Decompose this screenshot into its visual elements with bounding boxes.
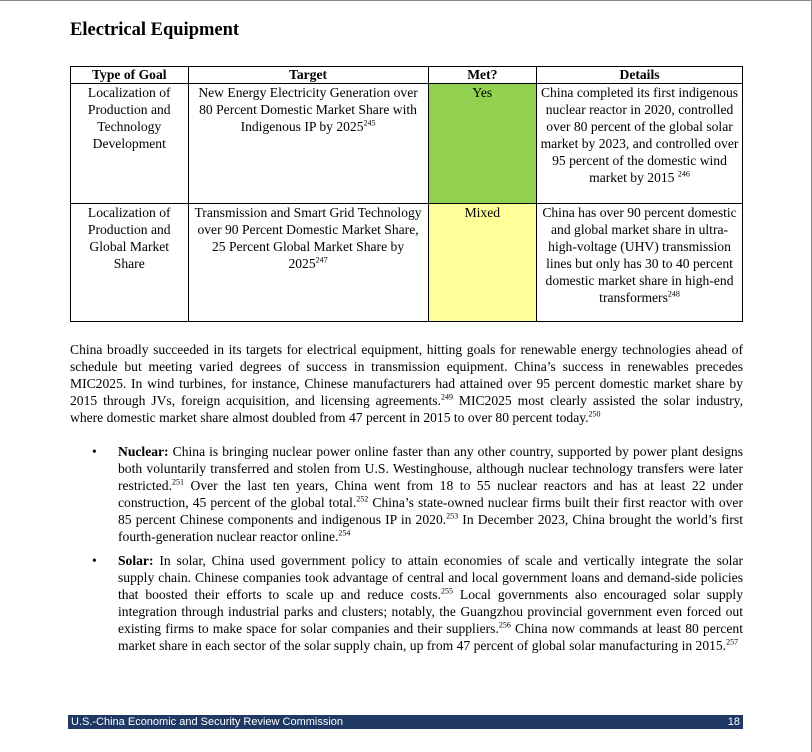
footnote-ref: 246 [677, 169, 690, 179]
bullet-text: China’s state-owned nuclear firms built their first reactor with over 85 percent Chinese components and indigenous IP in 2020. [118, 495, 743, 527]
goals-table [70, 66, 743, 322]
table-row [71, 204, 743, 322]
bullet-text: Over the last ten years, China went from 18 to 55 nuclear reactors and has at least 22 under construction, 45 percent of the global total. [118, 478, 743, 510]
footnote-ref: 252 [356, 494, 369, 504]
bullet-text: China now commands at least 80 percent market share in each sector of the solar supply chain, up from 47 percent of global solar manufacturing in 2015. [118, 621, 743, 653]
paragraph-text: China broadly succeeded in its targets for electrical equipment, hitting goals for renewable energy technologies ahead of schedule but meeting varied degrees of success in transmission equipment. China’s success in renewables precedes MIC2025. In wind turbines, for instance, Chinese manufacturers had attained over 95 percent domestic market share by 2015 through JVs, foreign acquisition, and licensing agreements. [70, 342, 743, 408]
bullet-text: In December 2023, China brought the world’s first fourth-generation nuclear reactor online. [118, 512, 743, 544]
footnote-ref: 251 [171, 477, 184, 487]
table-row [71, 84, 743, 204]
header-details: Details [537, 67, 743, 84]
bullet-text: China is bringing nuclear power online faster than any other country, supported by power plant designs both voluntarily transferred and stolen from U.S. Westinghouse, although nuclear technology transfers were later restricted. [118, 444, 743, 493]
cell-type: Localization of Production and Global Market Share [71, 204, 189, 322]
top-rule [0, 0, 812, 1]
bullet-dot-icon: • [92, 553, 97, 568]
cell-met-status: Yes [428, 84, 536, 204]
cell-target [188, 204, 428, 322]
header-target: Target [188, 67, 428, 84]
cell-details [537, 84, 743, 204]
table-header-row [71, 67, 743, 84]
footnote-ref: 254 [338, 528, 351, 538]
cell-met-status: Mixed [428, 204, 536, 322]
bullet-solar [92, 552, 743, 654]
footnote-ref: 247 [315, 255, 328, 265]
footnote-ref: 250 [588, 409, 601, 419]
intro-paragraph [70, 341, 743, 426]
bullet-text: In solar, China used government policy to attain economies of scale and vertically integrate the solar supply chain. Chinese companies took advantage of central and local government loans and demand-side policies that boosted their efforts to scale up and reduce costs. [118, 553, 743, 602]
footnote-ref: 253 [446, 511, 459, 521]
header-met: Met? [428, 67, 536, 84]
footnote-ref: 245 [363, 118, 376, 128]
target-text: New Energy Electricity Generation over 80 Percent Domestic Market Share with Indigenous IP by 2025 [198, 85, 418, 134]
bullet-nuclear [92, 443, 743, 545]
details-text: China has over 90 percent domestic and global market share in ultra-high-voltage (UHV) transmission lines but only has 30 to 40 percent domestic market share in high-end transformers [542, 205, 737, 305]
target-text: Transmission and Smart Grid Technology over 90 Percent Domestic Market Share, 25 Percent Global Market Share by 2025 [194, 205, 422, 271]
bullet-dot-icon: • [92, 444, 97, 459]
footnote-ref: 257 [726, 637, 739, 647]
bullet-text: Local governments also encouraged solar supply integration through industrial parks and clusters; notably, the Guangzhou provincial government even forced out existing firms to make space for solar companies and their suppliers. [118, 587, 743, 636]
cell-type: Localization of Production and Technology Development [71, 84, 189, 204]
header-type: Type of Goal [71, 67, 189, 84]
bullet-label: Solar: [118, 553, 154, 568]
footnote-ref: 249 [440, 392, 453, 402]
page-footer [68, 715, 743, 729]
paragraph-text: MIC2025 most clearly assisted the solar industry, where domestic market share almost doubled from 47 percent in 2015 to over 80 percent today. [70, 393, 743, 425]
footnote-ref: 255 [441, 586, 453, 596]
bullet-label: Nuclear: [118, 444, 169, 459]
footer-organization: U.S.-China Economic and Security Review Commission [71, 716, 344, 728]
cell-target [188, 84, 428, 204]
cell-details [537, 204, 743, 322]
footnote-ref: 248 [667, 289, 680, 299]
footnote-ref: 256 [498, 620, 511, 630]
details-text: China completed its first indigenous nuclear reactor in 2020, controlled over 80 percent of the global solar market by 2023, and controlled over 95 percent of the domestic wind market by 2015 [540, 85, 739, 185]
page-number: 18 [727, 716, 740, 728]
section-title: Electrical Equipment [70, 20, 240, 40]
